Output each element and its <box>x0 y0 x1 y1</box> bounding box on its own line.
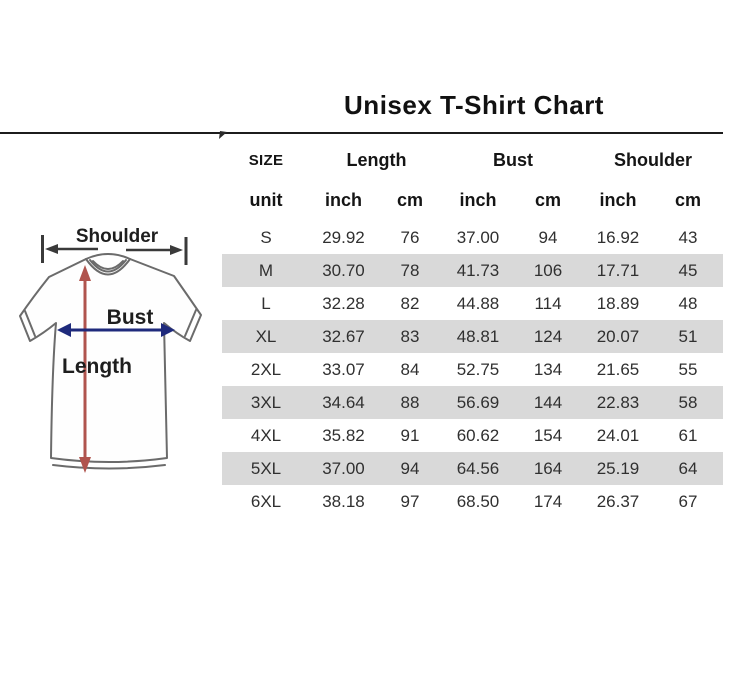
cell-shoulder-cm: 58 <box>678 392 698 412</box>
bust-label: Bust <box>106 306 154 329</box>
cell-shoulder-cm: 45 <box>678 260 698 280</box>
table-row <box>222 353 723 386</box>
tshirt-diagram <box>0 210 230 500</box>
cell-shoulder-cm: 61 <box>678 425 698 445</box>
cell-length-inch: 34.64 <box>322 392 365 412</box>
table-header-row <box>222 140 723 180</box>
cell-bust-cm: 144 <box>533 392 563 412</box>
cell-shoulder-cm: 43 <box>678 227 698 247</box>
cell-shoulder-inch: 17.71 <box>596 260 640 280</box>
cell-length-cm: 84 <box>400 359 420 379</box>
col-group-bust: Bust <box>493 149 533 170</box>
cell-bust-inch: 60.62 <box>456 425 500 445</box>
cell-length-cm: 76 <box>400 227 420 247</box>
cell-shoulder-inch: 25.19 <box>596 458 640 478</box>
cell-length-cm: 88 <box>400 392 420 412</box>
table-row <box>222 287 723 320</box>
cell-length-inch: 32.67 <box>322 326 365 346</box>
unit-shoulder-inch: inch <box>599 190 637 210</box>
table-row <box>222 254 723 287</box>
cell-bust-cm: 174 <box>533 491 563 511</box>
cell-bust-cm: 94 <box>538 227 558 247</box>
cell-bust-inch: 68.50 <box>456 491 500 511</box>
cell-bust-cm: 106 <box>533 260 563 280</box>
cell-length-inch: 29.92 <box>322 227 365 247</box>
table-unit-row <box>222 180 723 221</box>
cell-shoulder-inch: 16.92 <box>596 227 640 247</box>
cell-length-inch: 37.00 <box>322 458 365 478</box>
cell-size: 3XL <box>250 392 282 412</box>
table-row <box>222 485 723 518</box>
unit-shoulder-cm: cm <box>674 190 701 210</box>
cell-shoulder-inch: 20.07 <box>596 326 640 346</box>
cell-bust-cm: 124 <box>533 326 563 346</box>
table-row <box>222 452 723 485</box>
cell-length-inch: 30.70 <box>322 260 365 280</box>
cell-shoulder-inch: 22.83 <box>596 392 640 412</box>
cell-length-inch: 35.82 <box>322 425 365 445</box>
shoulder-label: Shoulder <box>75 226 159 247</box>
unit-length-cm: cm <box>396 190 423 210</box>
cell-bust-inch: 44.88 <box>456 293 500 313</box>
table-row <box>222 320 723 353</box>
cell-length-cm: 82 <box>400 293 420 313</box>
cell-length-cm: 83 <box>400 326 420 346</box>
cell-length-cm: 91 <box>400 425 420 445</box>
unit-bust-cm: cm <box>534 190 561 210</box>
cell-bust-cm: 114 <box>534 293 562 313</box>
unit-length-inch: inch <box>324 190 362 210</box>
cell-size: M <box>258 260 274 280</box>
cell-bust-inch: 37.00 <box>456 227 500 247</box>
unit-header: unit <box>249 190 283 210</box>
cell-size: L <box>261 293 271 313</box>
size-chart-table <box>222 140 723 518</box>
cell-shoulder-inch: 24.01 <box>596 425 640 445</box>
cell-shoulder-cm: 55 <box>678 359 698 379</box>
cell-bust-cm: 154 <box>533 425 563 445</box>
table-row <box>222 221 723 254</box>
cell-shoulder-cm: 51 <box>678 326 698 346</box>
cell-shoulder-inch: 26.37 <box>596 491 640 511</box>
cell-shoulder-cm: 64 <box>678 458 698 478</box>
cell-length-cm: 97 <box>400 491 420 511</box>
cell-shoulder-cm: 67 <box>678 491 698 511</box>
cell-bust-inch: 56.69 <box>456 392 500 412</box>
cell-bust-cm: 134 <box>533 359 563 379</box>
cell-size: 2XL <box>250 359 282 379</box>
col-group-length: Length <box>346 149 407 170</box>
cell-shoulder-cm: 48 <box>678 293 698 313</box>
cell-bust-inch: 52.75 <box>456 359 500 379</box>
cell-length-inch: 32.28 <box>322 293 365 313</box>
cell-bust-inch: 48.81 <box>456 326 500 346</box>
divider-line <box>0 132 723 134</box>
cell-length-cm: 78 <box>400 260 420 280</box>
length-label: Length <box>62 355 132 378</box>
cell-size: 6XL <box>250 491 282 511</box>
unit-bust-inch: inch <box>459 190 497 210</box>
cell-size: 5XL <box>250 458 282 478</box>
page-title: Unisex T-Shirt Chart <box>344 90 604 120</box>
cell-length-inch: 33.07 <box>322 359 365 379</box>
col-group-shoulder: Shoulder <box>613 149 692 170</box>
cell-size: XL <box>255 326 277 346</box>
cell-size: S <box>260 227 272 247</box>
cell-bust-inch: 41.73 <box>456 260 500 280</box>
cell-length-inch: 38.18 <box>322 491 365 511</box>
cell-shoulder-inch: 18.89 <box>596 293 640 313</box>
cell-length-cm: 94 <box>400 458 420 478</box>
cell-size: 4XL <box>250 425 282 445</box>
cell-shoulder-inch: 21.65 <box>596 359 640 379</box>
col-header-size: SIZE <box>248 151 284 169</box>
table-row <box>222 386 723 419</box>
table-row <box>222 419 723 452</box>
cell-bust-cm: 164 <box>533 458 563 478</box>
cell-bust-inch: 64.56 <box>456 458 500 478</box>
